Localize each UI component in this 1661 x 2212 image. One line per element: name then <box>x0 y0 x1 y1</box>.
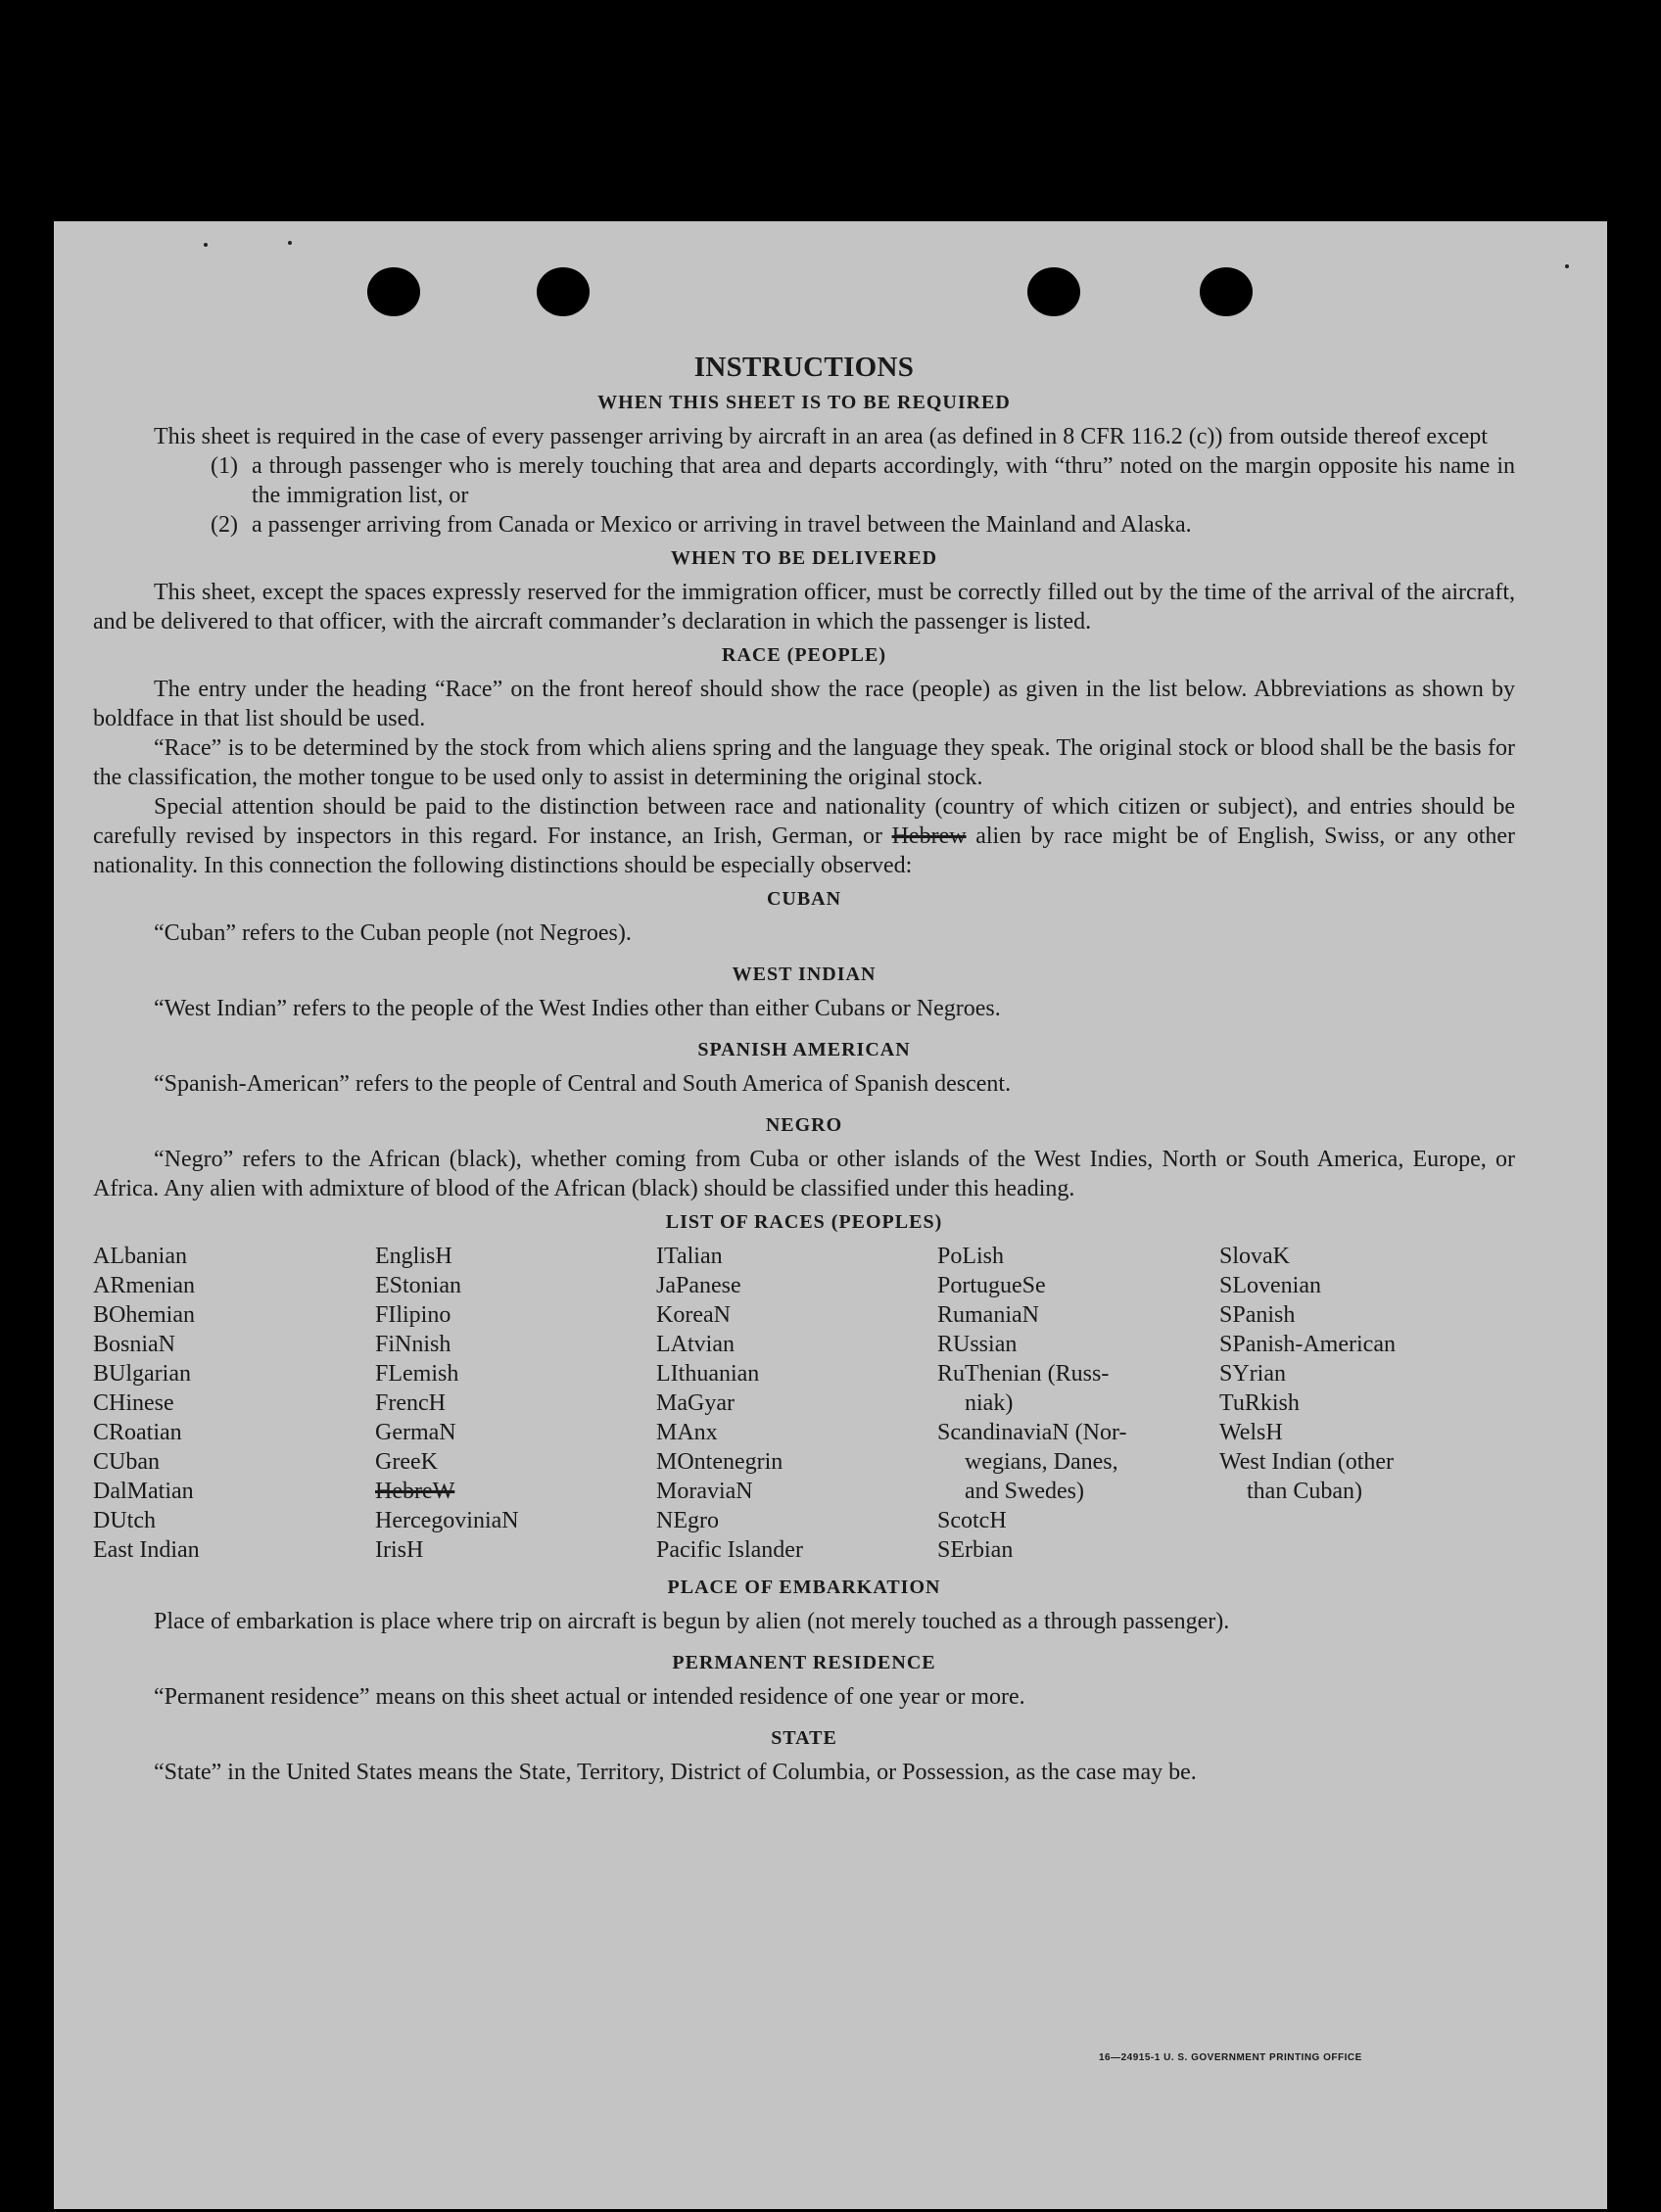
section-heading-list-of-races: LIST OF RACES (PEOPLES) <box>665 1211 943 1233</box>
punch-hole <box>1200 267 1253 316</box>
race-entry: BUlgarian <box>93 1361 191 1387</box>
residence-text: “Permanent residence” means on this sheet actual or intended residence of one year or more. <box>154 1684 1025 1710</box>
speck <box>204 243 208 247</box>
race-entry: RumaniaN <box>937 1302 1039 1328</box>
race-paragraph-start: Special attention should be paid to the distinction between race and nationality (country of which citizen or subject), and entries should be carefully revised by inspectors in this regard. For instance, an Irish, German, or <box>93 794 1515 849</box>
section-heading-state: STATE <box>771 1727 837 1749</box>
printing-office-imprint: 16—24915-1 U. S. GOVERNMENT PRINTING OFFICE <box>1099 2052 1362 2063</box>
race-paragraph <box>93 792 1515 880</box>
race-paragraph-end: alien by race might be of English, Swiss, or any other nationality. In this connection the following distinctions should be especially observed: <box>93 824 1516 878</box>
races-list <box>93 1242 1515 1565</box>
delivered-text: This sheet, except the spaces expressly reserved for the immigration officer, must be correctly filled out by the time of the arrival of the aircraft, and be delivered to that officer, with the aircraft commander’s declaration in which the passenger is listed. <box>93 580 1515 635</box>
race-entry: SLovenian <box>1219 1273 1321 1298</box>
race-entry: LIthuanian <box>656 1361 760 1387</box>
state-text: “State” in the United States means the State, Territory, District of Columbia, or Possession, as the case may be. <box>154 1760 1197 1785</box>
west-indian-text: “West Indian” refers to the people of the West Indies other than either Cubans or Negroes. <box>154 996 1001 1021</box>
race-entry: GreeK <box>375 1449 438 1475</box>
race-entry: CHinese <box>93 1390 174 1416</box>
race-entry: SYrian <box>1219 1361 1286 1387</box>
race-entry: CRoatian <box>93 1420 182 1445</box>
punch-hole <box>1027 267 1080 316</box>
races-column <box>375 1242 656 1565</box>
race-entry: IrisH <box>375 1537 424 1563</box>
race-entry: MoraviaN <box>656 1479 753 1504</box>
required-intro: This sheet is required in the case of every passenger arriving by aircraft in an area (as defined in 8 CFR 116.2 (c)) from outside thereof except <box>154 424 1488 449</box>
races-column <box>93 1242 375 1565</box>
race-entry: SPanish-American <box>1219 1332 1396 1357</box>
race-entry: East Indian <box>93 1537 200 1563</box>
exception-number: (2) <box>211 512 238 538</box>
section-heading-spanish-american: SPANISH AMERICAN <box>697 1039 911 1060</box>
embarkation-text: Place of embarkation is place where trip on aircraft is begun by alien (not merely touched as a through passenger). <box>154 1609 1230 1634</box>
race-entry: BOhemian <box>93 1302 195 1328</box>
race-entry: PortugueSe <box>937 1273 1046 1298</box>
section-heading-west-indian: WEST INDIAN <box>732 964 877 985</box>
instructions-content <box>93 352 1515 1787</box>
section-heading-negro: NEGRO <box>765 1114 843 1136</box>
race-entry: WelsH <box>1219 1420 1283 1445</box>
races-column <box>1219 1242 1513 1565</box>
race-entry: ScotcH <box>937 1508 1007 1533</box>
document-sheet <box>54 221 1607 2209</box>
punch-hole <box>367 267 420 316</box>
race-entry-struck: HebreW <box>375 1479 455 1504</box>
race-entry: FrencH <box>375 1390 446 1416</box>
race-entry: ITalian <box>656 1244 723 1269</box>
race-entry-continued: niak) <box>965 1390 1014 1416</box>
race-entry: MAnx <box>656 1420 718 1445</box>
race-entry: EStonian <box>375 1273 461 1298</box>
section-heading-cuban: CUBAN <box>766 888 842 910</box>
race-entry: West Indian (other <box>1219 1449 1395 1475</box>
race-paragraph: The entry under the heading “Race” on the front hereof should show the race (people) as given in the list below. Abbreviations as shown by boldface in that list should be used. <box>93 677 1515 731</box>
race-entry: FIlipino <box>375 1302 451 1328</box>
race-paragraph: “Race” is to be determined by the stock from which aliens spring and the language they speak. The original stock or blood shall be the basis for the classification, the mother tongue to be used only to assist in determining the original stock. <box>93 735 1515 790</box>
race-entry: FiNnish <box>375 1332 451 1357</box>
exception-item <box>93 451 1515 510</box>
race-entry: CUban <box>93 1449 160 1475</box>
race-entry: KoreaN <box>656 1302 731 1328</box>
section-heading-race: RACE (PEOPLE) <box>722 644 886 666</box>
exception-item <box>93 510 1515 540</box>
exception-text: a passenger arriving from Canada or Mexico or arriving in travel between the Mainland and Alaska. <box>252 512 1192 538</box>
race-entry-continued: than Cuban) <box>1247 1479 1362 1504</box>
speck <box>288 241 292 245</box>
race-entry: LAtvian <box>656 1332 735 1357</box>
negro-text: “Negro” refers to the African (black), whether coming from Cuba or other islands of the West Indies, North or South America, Europe, or Africa. Any alien with admixture of blood of the African (black) should be classified under this heading. <box>93 1147 1515 1201</box>
race-entry: MaGyar <box>656 1390 735 1416</box>
punch-hole <box>537 267 590 316</box>
race-entry: FLemish <box>375 1361 459 1387</box>
section-heading-residence: PERMANENT RESIDENCE <box>672 1652 936 1673</box>
race-entry: RUssian <box>937 1332 1018 1357</box>
section-heading-embarkation: PLACE OF EMBARKATION <box>667 1577 941 1598</box>
race-entry: BosniaN <box>93 1332 175 1357</box>
cuban-text: “Cuban” refers to the Cuban people (not Negroes). <box>154 920 632 946</box>
page-title: INSTRUCTIONS <box>693 352 915 383</box>
race-entry: EnglisH <box>375 1244 452 1269</box>
race-entry: SErbian <box>937 1537 1014 1563</box>
race-entry: PoLish <box>937 1244 1005 1269</box>
section-heading-required: WHEN THIS SHEET IS TO BE REQUIRED <box>597 392 1011 413</box>
race-entry: ARmenian <box>93 1273 195 1298</box>
race-entry: SPanish <box>1219 1302 1296 1328</box>
race-entry: DUtch <box>93 1508 156 1533</box>
race-entry: MOntenegrin <box>656 1449 783 1475</box>
race-entry: RuThenian (Russ- <box>937 1361 1110 1387</box>
exception-number: (1) <box>211 453 238 479</box>
race-entry: NEgro <box>656 1508 719 1533</box>
race-entry: GermaN <box>375 1420 456 1445</box>
race-entry-continued: and Swedes) <box>965 1479 1084 1504</box>
speck <box>1565 264 1569 268</box>
race-entry: JaPanese <box>656 1273 741 1298</box>
race-entry: TuRkish <box>1219 1390 1300 1416</box>
race-entry-continued: wegians, Danes, <box>965 1449 1118 1475</box>
race-entry: DalMatian <box>93 1479 194 1504</box>
section-heading-delivered: WHEN TO BE DELIVERED <box>670 547 938 569</box>
race-entry: ALbanian <box>93 1244 187 1269</box>
race-entry: Pacific Islander <box>656 1537 803 1563</box>
exception-text: a through passenger who is merely touching that area and departs accordingly, with “thru” noted on the margin opposite his name in the immigration list, or <box>252 453 1515 508</box>
races-column <box>656 1242 937 1565</box>
races-column <box>937 1242 1219 1565</box>
spanish-american-text: “Spanish-American” refers to the people of Central and South America of Spanish descent. <box>154 1071 1012 1097</box>
race-entry: HercegoviniaN <box>375 1508 519 1533</box>
race-entry: ScandinaviaN (Nor- <box>937 1420 1127 1445</box>
struck-word: Hebrew <box>891 824 967 849</box>
race-entry: SlovaK <box>1219 1244 1290 1269</box>
